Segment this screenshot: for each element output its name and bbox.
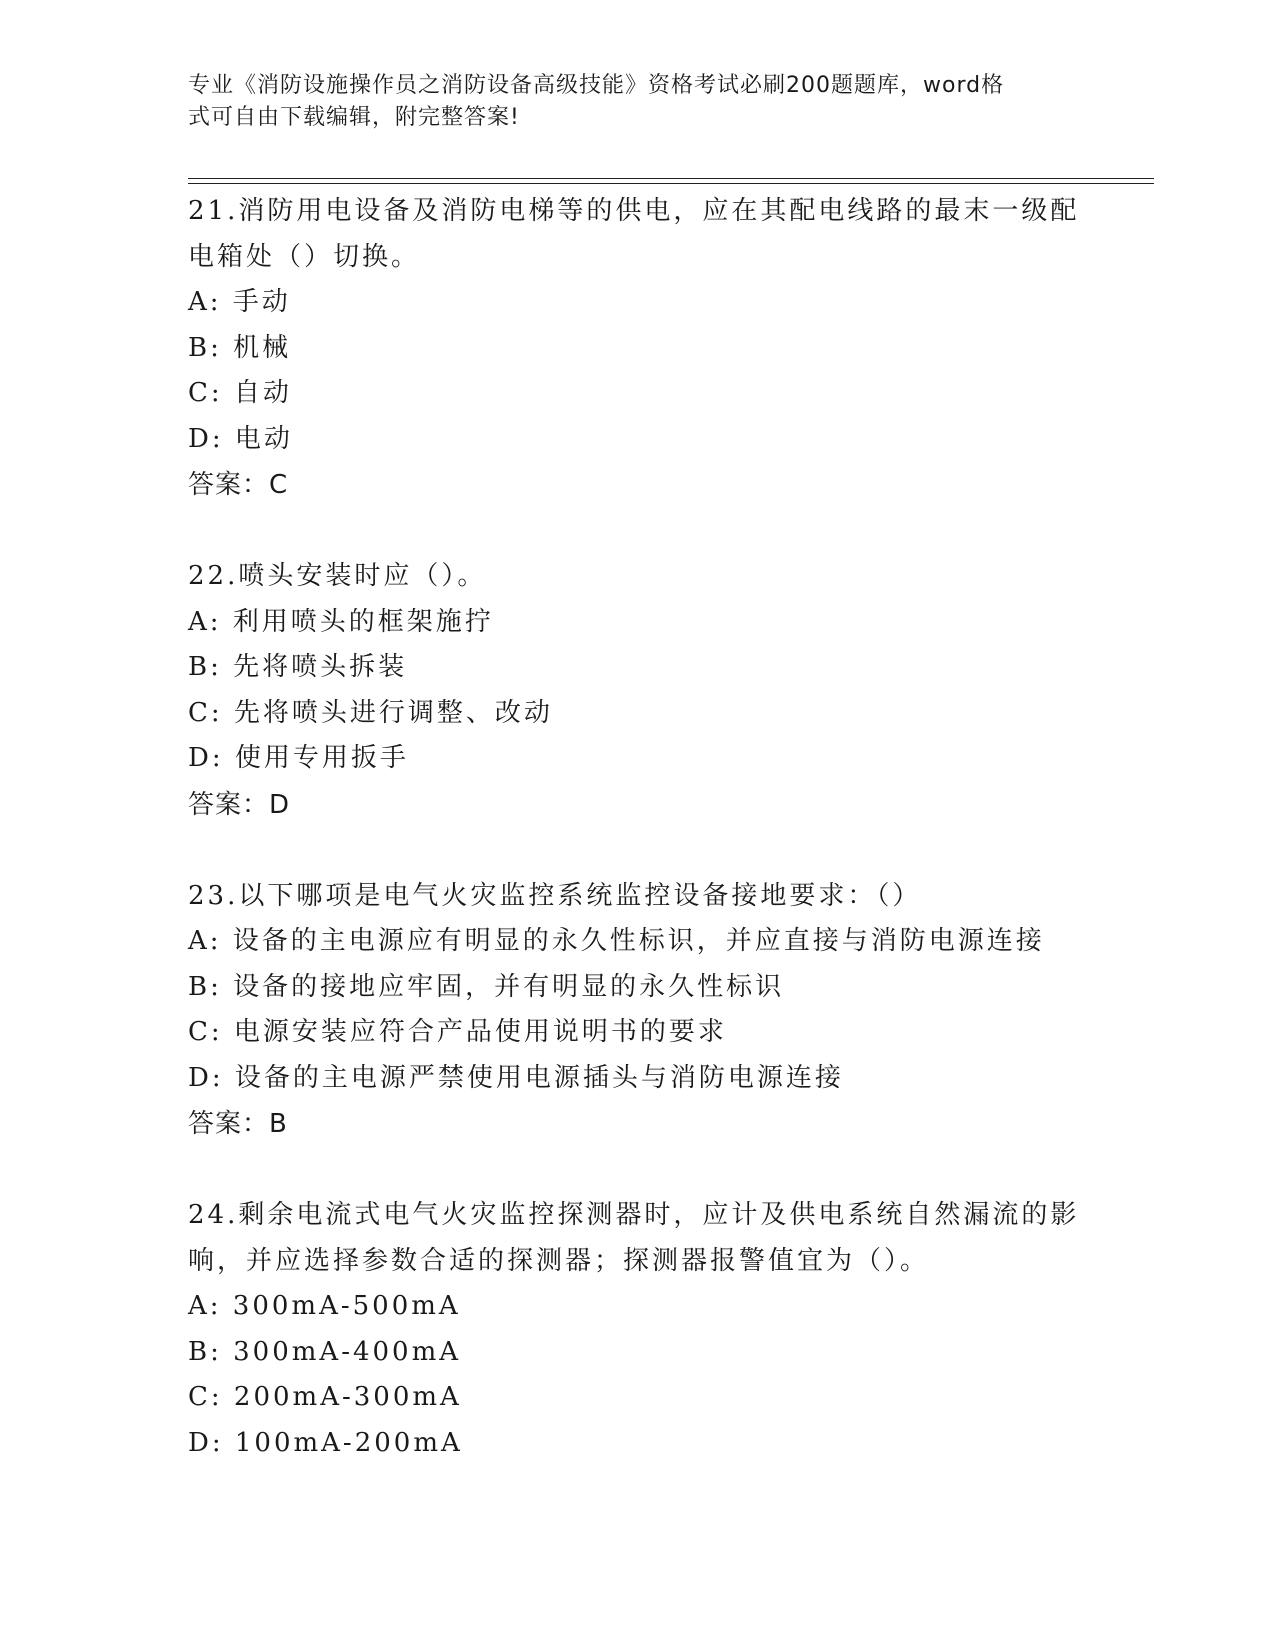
header-line-1: 专业《消防设施操作员之消防设备高级技能》资格考试必刷200题题库，word格 [188,73,1005,98]
question-23 [188,874,1088,1148]
option-a: A: 手动 [188,287,291,317]
question-stem-line: 电箱处（）切换。 [188,241,421,272]
option-b: B: 300mA-400mA [188,1336,462,1367]
option-a: A: 300mA-500mA [188,1291,461,1321]
header-divider-bottom [188,183,1154,184]
question-stem-line: 23.以下哪项是电气火灾监控系统监控设备接地要求：（） [188,880,922,911]
question-stem-line: 响，并应选择参数合适的探测器；探测器报警值宜为（）。 [188,1245,930,1276]
question-list [188,189,1088,1512]
option-b: B: 机械 [188,332,292,363]
question-22 [188,554,1088,828]
option-d: D: 100mA-200mA [188,1427,463,1458]
option-a: A: 设备的主电源应有明显的永久性标识，并应直接与消防电源连接 [188,926,1045,956]
answer-line: 答案：D [188,789,291,820]
option-c: C: 电源安装应符合产品使用说明书的要求 [188,1017,727,1047]
option-c: C: 200mA-300mA [188,1382,462,1412]
option-c: C: 自动 [188,378,292,408]
option-d: D: 设备的主电源严禁使用电源插头与消防电源连接 [188,1062,844,1093]
option-b: B: 设备的接地应牢固，并有明显的永久性标识 [188,971,785,1002]
question-stem-line: 24.剩余电流式电气火灾监控探测器时，应计及供电系统自然漏流的影 [188,1200,1080,1230]
document-header [188,70,1088,134]
option-c: C: 先将喷头进行调整、改动 [188,697,553,728]
question-stem-line: 21.消防用电设备及消防电梯等的供电，应在其配电线路的最末一级配 [188,196,1080,226]
header-divider-top [188,178,1154,179]
answer-line: 答案：C [188,470,289,500]
header-line-2: 式可自由下载编辑，附完整答案! [188,105,520,130]
question-24 [188,1193,1088,1466]
question-21 [188,189,1088,508]
option-d: D: 使用专用扳手 [188,743,409,773]
option-a: A: 利用喷头的框架施拧 [188,606,494,637]
answer-line: 答案：B [188,1109,288,1139]
option-d: D: 电动 [188,423,293,454]
option-b: B: 先将喷头拆装 [188,652,408,682]
question-stem-line: 22.喷头安装时应（）。 [188,561,487,591]
